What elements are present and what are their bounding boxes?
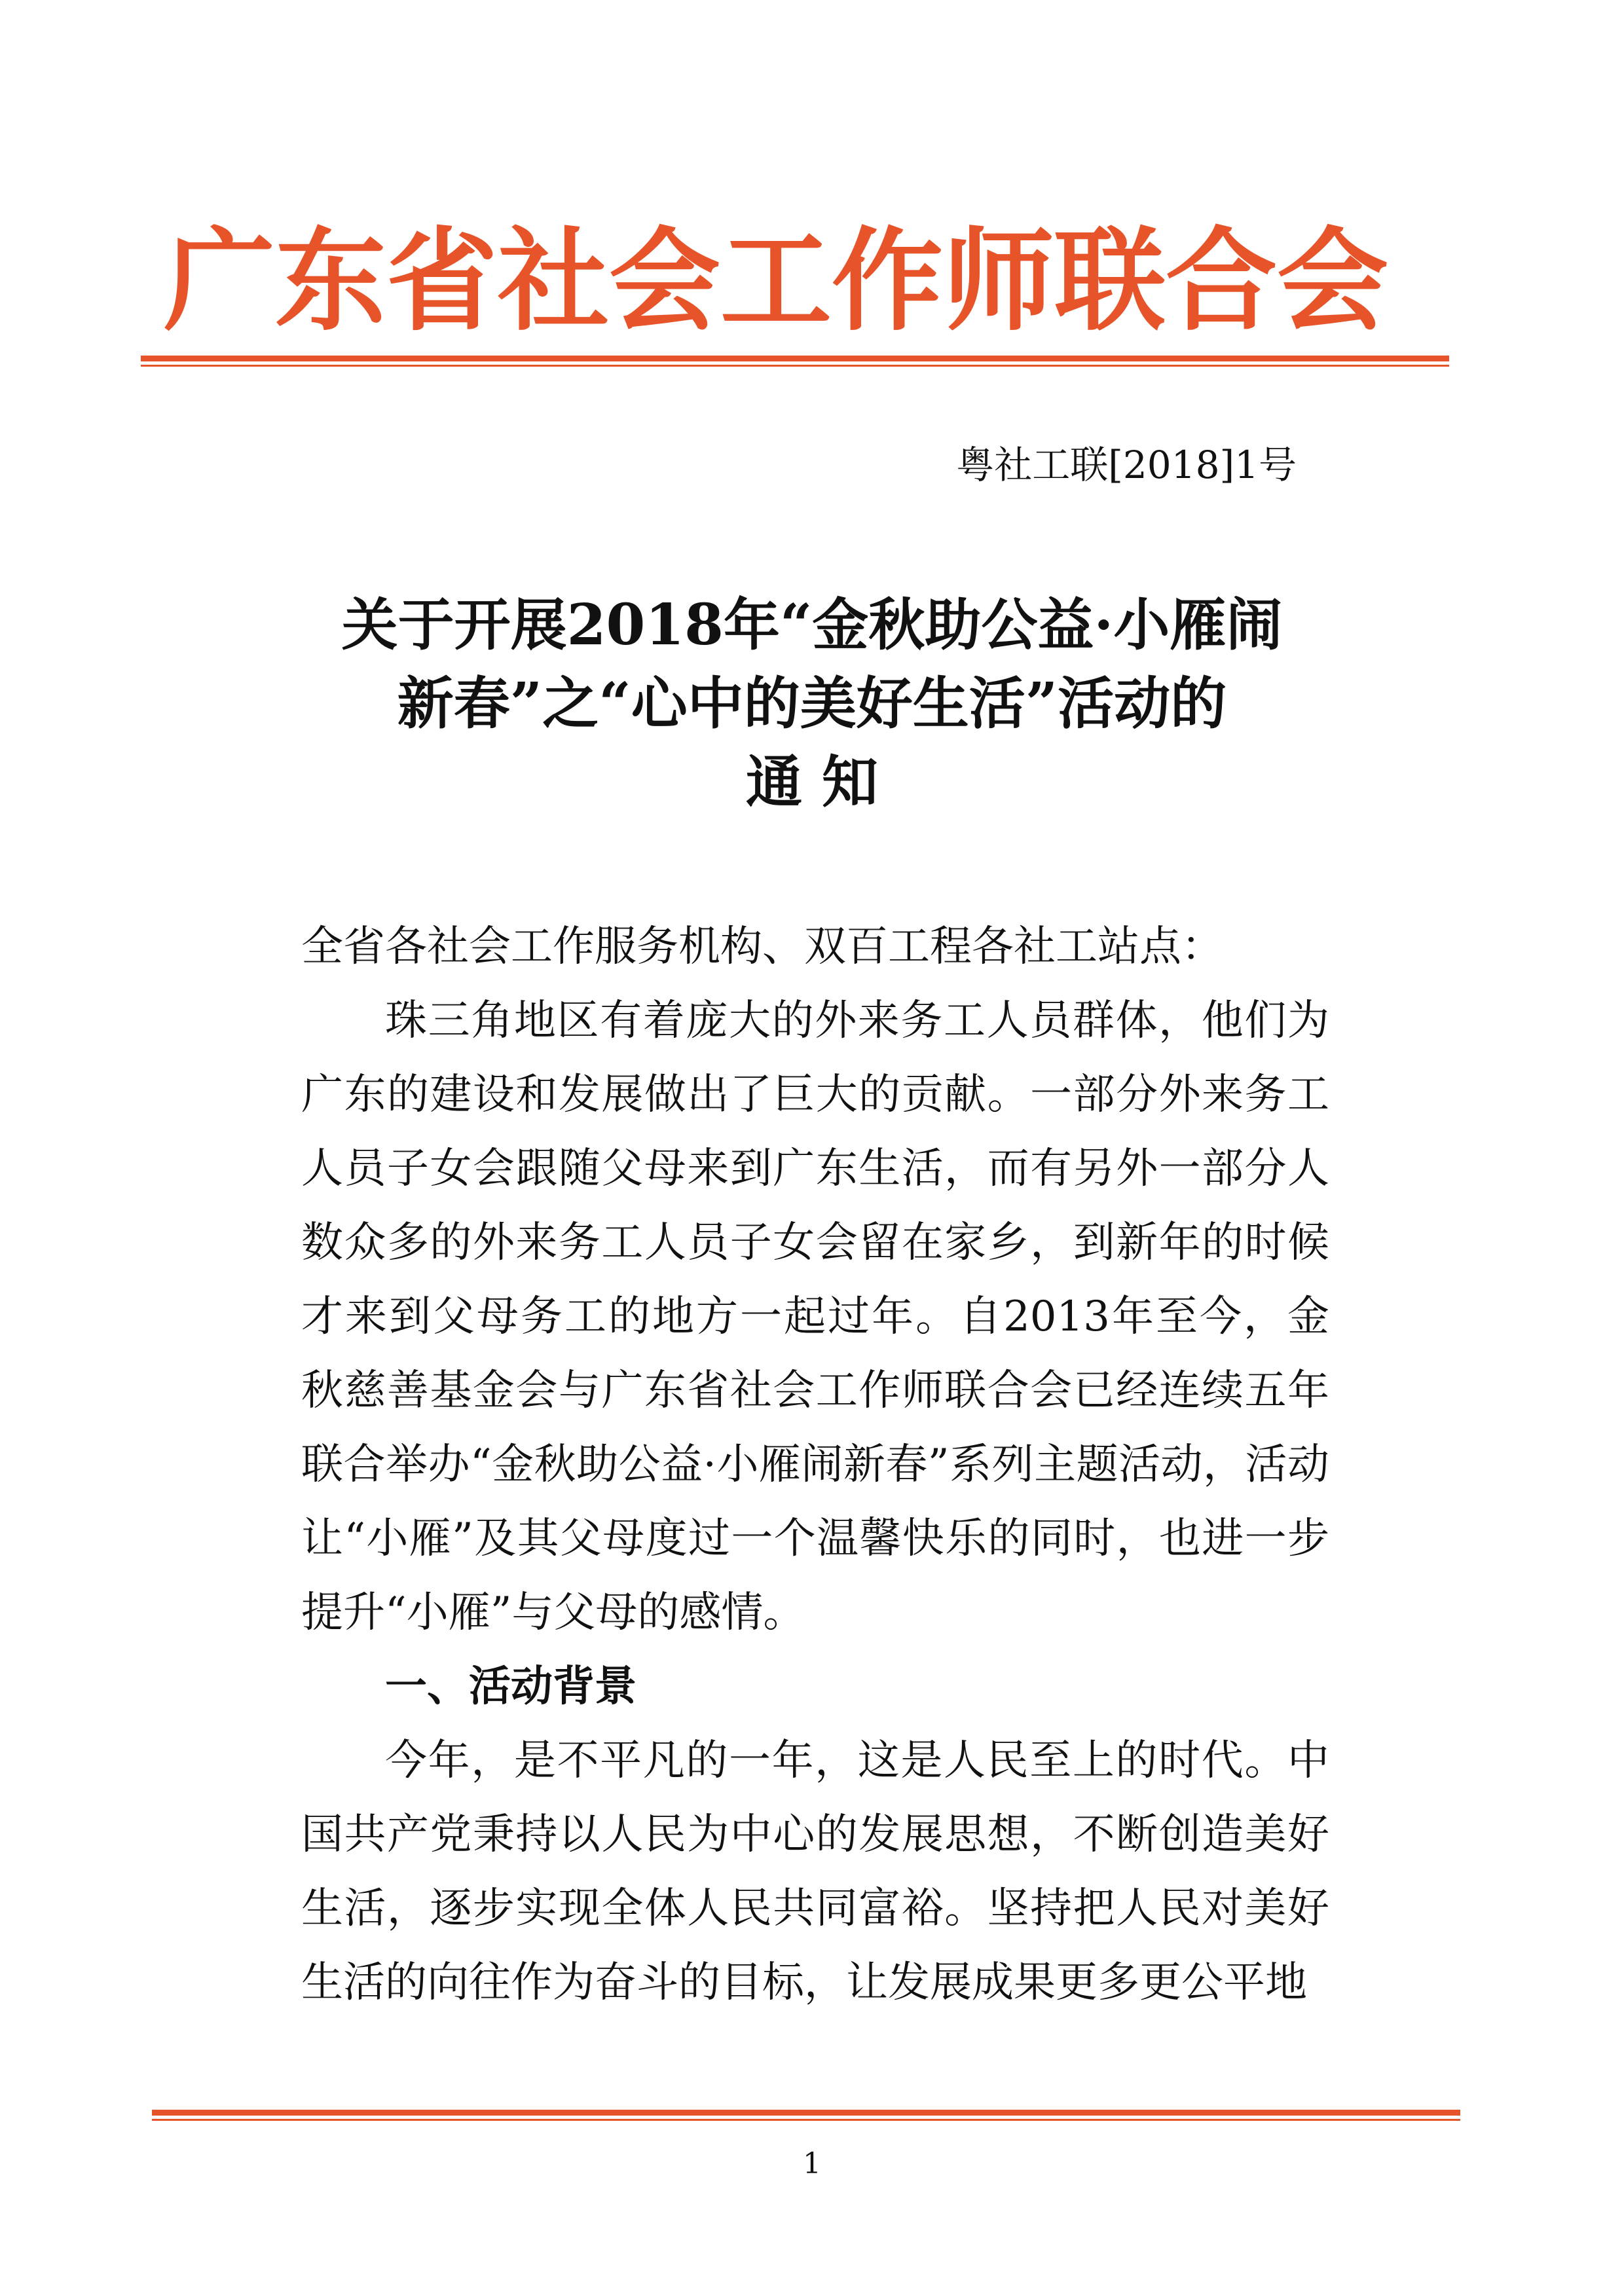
masthead-divider (141, 356, 1449, 367)
salutation: 全省各社会工作服务机构、双百工程各社工站点： (301, 923, 1223, 971)
document-number: 粤社工联[2018]1号 (956, 443, 1297, 487)
body-paragraph-2: 今年，是不平凡的一年，这是人民至上的时代。中国共产党秉持以人民为中心的发展思想，不断创造美好生活，逐步实现全体人民共同富裕。坚持把人民对美好生活的向往作为奋斗的目标，让发展成果更多更公平地 (301, 1736, 1329, 2007)
page-number: 1 (803, 2147, 821, 2180)
document-body (301, 910, 1329, 2020)
document-title (262, 586, 1362, 822)
title-line-2: 新春”之“心中的美好生活”活动的 (397, 670, 1227, 737)
footer-divider (152, 2110, 1460, 2121)
section-heading-background: 一、活动背景 (385, 1662, 637, 1711)
title-line-1: 关于开展2018年“金秋助公益·小雁闹 (341, 592, 1283, 658)
organization-masthead: 广东省社会工作师联合会 (163, 217, 1388, 346)
body-paragraph-1: 珠三角地区有着庞大的外来务工人员群体，他们为广东的建设和发展做出了巨大的贡献。一部分外来务工人员子女会跟随父母来到广东生活，而有另外一部分人数众多的外来务工人员子女会留在家乡，到新年的时候才来到父母务工的地方一起过年。自2013年至今，金秋慈善基金会与广东省社会工作师联合会已经连续五年联合举办“金秋助公益·小雁闹新春”系列主题活动，活动让“小雁”及其父母度过一个温馨快乐的同时，也进一步提升“小雁”与父母的感情。 (301, 997, 1329, 1637)
title-line-3: 通 知 (746, 749, 878, 815)
